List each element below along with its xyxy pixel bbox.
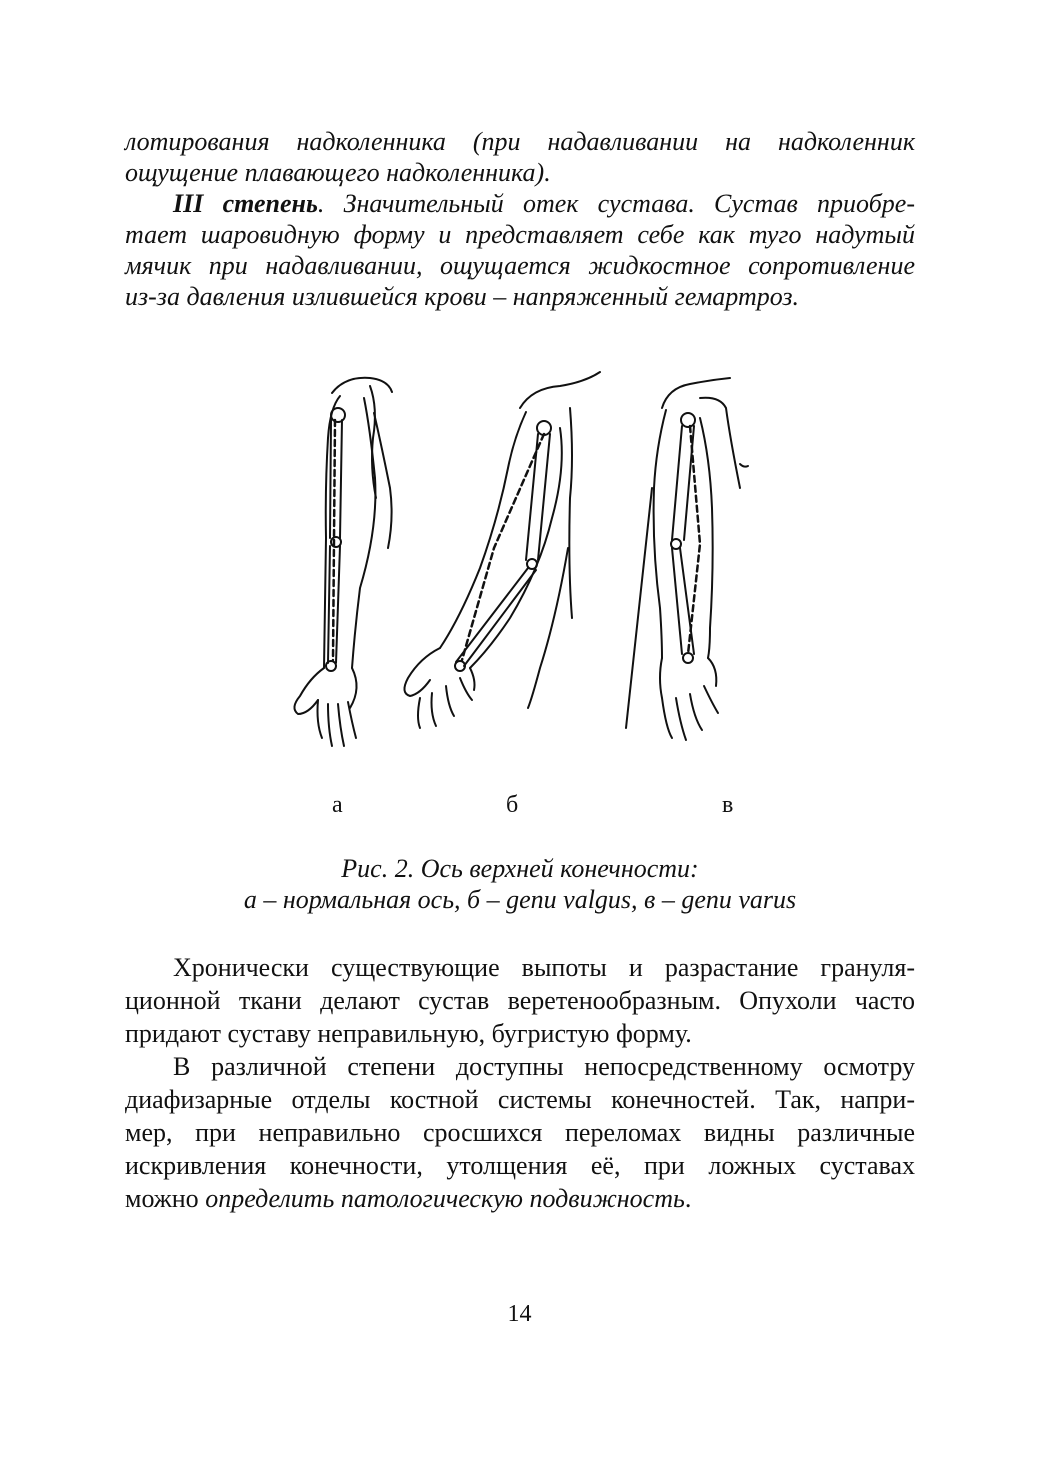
text-line: мячик при надавливании, ощущается жидкостное сопротивление — [125, 251, 915, 280]
text-line: мер, при неправильно сросшихся переломах видны различные — [125, 1118, 915, 1147]
text-line: придают суставу неправильную, бугристую форму. — [125, 1019, 692, 1048]
text-line — [125, 1182, 915, 1215]
figure-label-a: а — [332, 792, 343, 818]
text-fragment: можно — [125, 1184, 206, 1213]
caption-title: Рис. 2. Ось верхней конечности: — [341, 854, 699, 883]
figure-label-v: в — [722, 792, 734, 818]
text-fragment: . Значительный отек сустава. Сустав приобре- — [317, 189, 915, 218]
emphasized-text: определить патологическую подвижность — [205, 1184, 685, 1213]
text-line: лотирования надколенника (при надавливании на надколенник — [125, 127, 915, 156]
text-line: ционной ткани делают сустав веретенообразным. Опухоли часто — [125, 986, 915, 1015]
text-line: ощущение плавающего надколенника). — [125, 158, 551, 187]
text-fragment: . — [684, 1184, 692, 1213]
text-line: из-за давления излившейся крови – напряженный гемартроз. — [125, 282, 800, 311]
caption-legend: а – нормальная ось, б – genu valgus, в – genu varus — [243, 885, 797, 914]
text-line: искривления конечности, утолщения её, при ложных суставах — [125, 1151, 915, 1180]
page-number: 14 — [507, 1301, 532, 1327]
text-line — [125, 188, 915, 219]
degree-heading: III степень — [173, 189, 318, 218]
text-line: В различной степени доступны непосредственному осмотру — [173, 1052, 915, 1081]
arm-axis-figure — [270, 368, 770, 758]
top-paragraphs — [125, 126, 915, 312]
text-line: диафизарные отделы костной системы конечностей. Так, напри- — [125, 1085, 915, 1114]
arm-b-drawing — [404, 372, 600, 728]
figure-label-b: б — [506, 792, 519, 818]
text-line: тает шаровидную форму и представляет себе как туго надутый — [125, 220, 915, 249]
arm-c-drawing — [626, 378, 748, 740]
text-line: Хронически существующие выпоты и разрастание грануля- — [173, 953, 915, 982]
arm-a-drawing — [294, 378, 392, 746]
bottom-paragraphs — [125, 951, 915, 1215]
figure-caption — [125, 853, 915, 915]
